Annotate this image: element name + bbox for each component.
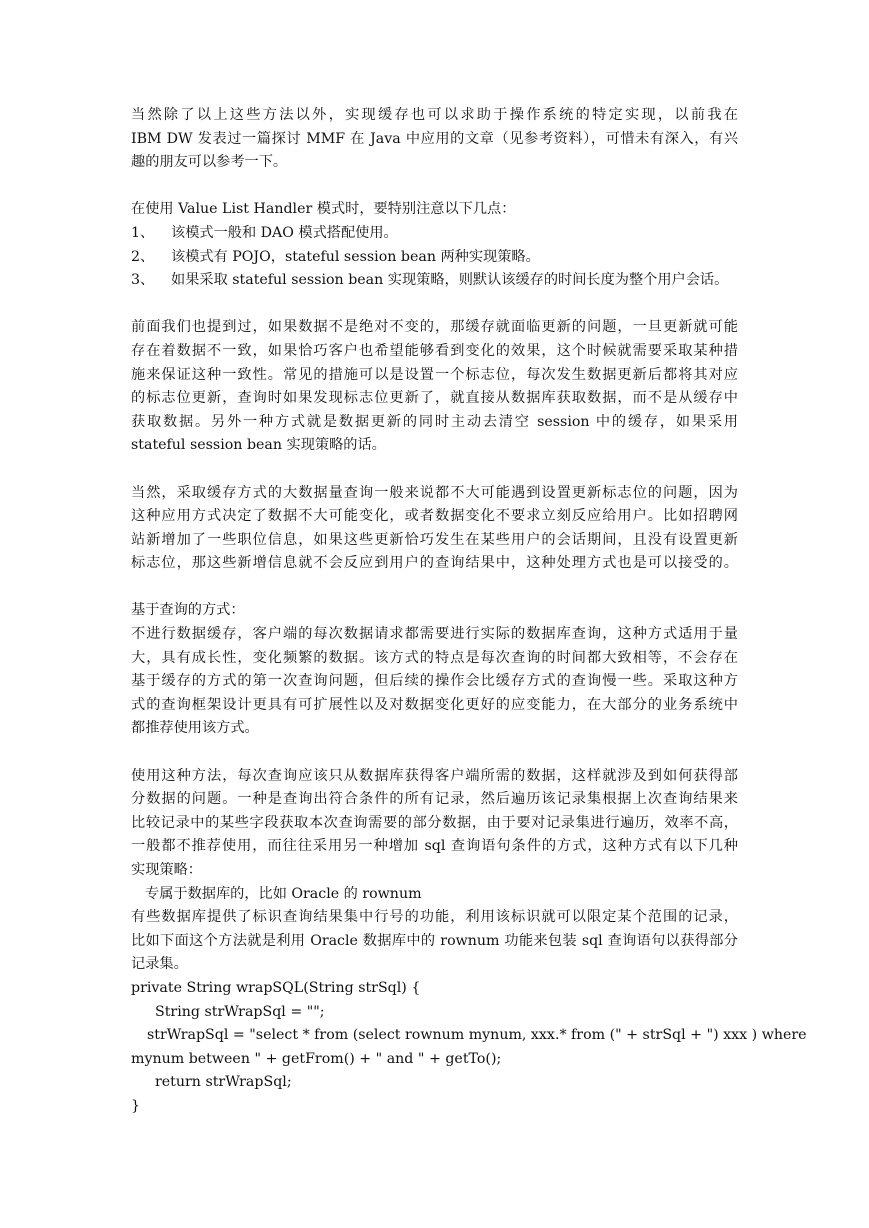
text-line: 分数据的问题。一种是查询出符合条件的所有记录，然后遍历该记录集根据上次查询结果来 — [131, 791, 738, 808]
text-line: 趣的朋友可以参考一下。 — [131, 154, 288, 171]
code-line: String strWrapSql = ""; — [155, 1003, 325, 1020]
list-text: 如果采取 stateful session bean 实现策略，则默认该缓存的时间长度为整个用户会话。 — [171, 272, 729, 289]
text-line: 比较记录中的某些字段获取本次查询需要的部分数据，由于要对记录集进行遍历，效率不高， — [131, 814, 738, 831]
text-line: 基于缓存的方式的第一次查询问题，但后续的操作会比缓存方式的查询慢一些。采取这种方 — [131, 673, 738, 690]
paragraph — [131, 482, 738, 576]
text-line: 的标志位更新，查询时如果发现标志位更新了，就直接从数据库获取数据，而不是从缓存中 — [131, 390, 738, 407]
text-line: 大，具有成长性，变化频繁的数据。该方式的特点是每次查询的时间都大致相等，不会存在 — [131, 649, 738, 666]
paragraph — [131, 198, 738, 292]
paragraph — [131, 104, 738, 175]
text-line: 实现策略： — [131, 862, 202, 878]
text-line: 当然，采取缓存方式的大数据量查询一般来说都不大可能遇到设置更新标志位的问题，因为 — [131, 484, 738, 501]
text-line: stateful session bean 实现策略的话。 — [131, 437, 386, 454]
text-line: 存在着数据不一致，如果恰巧客户也希望能够看到变化的效果，这个时候就需要采取某种措 — [131, 342, 738, 359]
list-text: 该模式一般和 DAO 模式搭配使用。 — [171, 224, 398, 241]
code-line: private String wrapSQL(String strSql) { — [131, 979, 421, 996]
text-line: 记录集。 — [131, 956, 188, 973]
code-line: return strWrapSql; — [155, 1074, 292, 1091]
text-line: 当然除了以上这些方法以外，实现缓存也可以求助于操作系统的特定实现，以前我在 — [131, 107, 738, 123]
text-line: IBM DW 发表过一篇探讨 MMF 在 Java 中应用的文章（见参考资料），可惜未有深入，有兴 — [131, 130, 738, 147]
code-line: strWrapSql = "select * from (select rownum mynum, xxx.* from (" + strSql + ") xxx ) where — [147, 1027, 807, 1044]
list-number: 1、 — [131, 224, 155, 241]
paragraph — [131, 765, 738, 977]
text-line: 获取数据。另外一种方式就是数据更新的同时主动去清空 session 中的缓存，如果采用 — [131, 413, 738, 430]
code-block — [131, 977, 807, 1119]
code-line: } — [131, 1097, 141, 1114]
text-line: 标志位，那这些新增信息就不会反应到用户的查询结果中，这种处理方式也是可以接受的。 — [131, 555, 738, 572]
list-text: 该模式有 POJO，stateful session bean 两种实现策略。 — [171, 248, 540, 265]
text-line: 使用这种方法，每次查询应该只从数据库获得客户端所需的数据，这样就涉及到如何获得部 — [131, 767, 738, 784]
text-line: 前面我们也提到过，如果数据不是绝对不变的，那缓存就面临更新的问题，一旦更新就可能 — [131, 319, 738, 336]
list-item — [131, 222, 738, 246]
list-number: 2、 — [131, 248, 155, 265]
list-item — [131, 269, 738, 293]
bullet-line: 专属于数据库的，比如 Oracle 的 rownum — [145, 885, 422, 902]
text-line: 有些数据库提供了标识查询结果集中行号的功能，利用该标识就可以限定某个范围的记录， — [131, 909, 738, 926]
text-line: 站新增加了一些职位信息，如果这些更新恰巧发生在某些用户的会话期间，且没有设置更新 — [131, 531, 738, 548]
text-line: 比如下面这个方法就是利用 Oracle 数据库中的 rownum 功能来包装 sql 查询语句以获得部分 — [131, 932, 738, 949]
paragraph — [131, 316, 738, 458]
section-heading: 基于查询的方式： — [131, 602, 245, 619]
text-line: 在使用 Value List Handler 模式时，要特别注意以下几点： — [131, 201, 516, 218]
text-line: 不进行数据缓存，客户端的每次数据请求都需要进行实际的数据库查询，这种方式适用于量 — [131, 626, 738, 643]
code-line: mynum between " + getFrom() + " and " + getTo(); — [131, 1050, 502, 1067]
document-body — [131, 104, 807, 1119]
paragraph — [131, 599, 738, 741]
text-line: 一般都不推荐使用，而往往采用另一种增加 sql 查询语句条件的方式，这种方式有以下几种 — [131, 838, 738, 855]
list-item — [131, 246, 738, 270]
list-number: 3、 — [131, 272, 155, 289]
text-line: 这种应用方式决定了数据不大可能变化，或者数据变化不要求立刻反应给用户。比如招聘网 — [131, 508, 738, 525]
text-line: 式的查询框架设计更具有可扩展性以及对数据变化更好的应变能力，在大部分的业务系统中 — [131, 696, 738, 713]
text-line: 施来保证这种一致性。常见的措施可以是设置一个标志位，每次发生数据更新后都将其对应 — [131, 366, 738, 383]
text-line: 都推荐使用该方式。 — [131, 720, 259, 737]
